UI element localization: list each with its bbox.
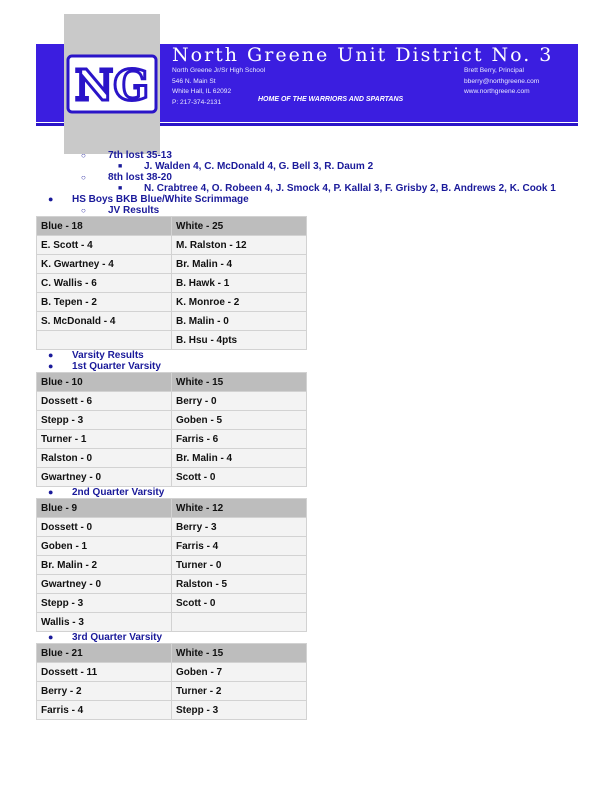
letterhead bbox=[36, 14, 578, 126]
table-row bbox=[37, 255, 307, 274]
table-cell bbox=[172, 613, 307, 632]
table-row bbox=[37, 430, 307, 449]
q3-varsity-table bbox=[36, 643, 307, 720]
blue-team-score: Blue - 21 bbox=[37, 644, 172, 663]
list-item-jv-results bbox=[36, 205, 576, 216]
table-header-row bbox=[37, 373, 307, 392]
list-item-hs-scrimmage bbox=[36, 194, 576, 205]
bullet-icon: ● bbox=[48, 487, 54, 497]
table-row bbox=[37, 537, 307, 556]
table-header-row bbox=[37, 217, 307, 236]
white-team-score: White - 12 bbox=[172, 499, 307, 518]
phone-line: P: 217-374-2131 bbox=[172, 98, 222, 106]
table-cell: Br. Malin - 4 bbox=[172, 449, 307, 468]
list-item-label: 2nd Quarter Varsity bbox=[72, 487, 165, 498]
blue-team-score: Blue - 10 bbox=[37, 373, 172, 392]
table-header-row bbox=[37, 644, 307, 663]
table-cell: Wallis - 3 bbox=[37, 613, 172, 632]
table-cell: Farris - 4 bbox=[37, 701, 172, 720]
table-cell: Farris - 6 bbox=[172, 430, 307, 449]
table-row bbox=[37, 274, 307, 293]
q2-varsity-table bbox=[36, 498, 307, 632]
table-row bbox=[37, 663, 307, 682]
table-cell: K. Gwartney - 4 bbox=[37, 255, 172, 274]
table-header-row bbox=[37, 499, 307, 518]
email-link[interactable]: bberry@northgreene.com bbox=[464, 77, 540, 85]
list-item-q1 bbox=[36, 361, 576, 372]
table-cell: K. Monroe - 2 bbox=[172, 293, 307, 312]
table-cell: Goben - 1 bbox=[37, 537, 172, 556]
table-cell: Ralston - 5 bbox=[172, 575, 307, 594]
address-line: North Greene Jr/Sr High School bbox=[172, 67, 266, 74]
white-team-score: White - 25 bbox=[172, 217, 307, 236]
table-cell bbox=[37, 331, 172, 350]
blue-team-score: Blue - 18 bbox=[37, 217, 172, 236]
table-cell: Dossett - 6 bbox=[37, 392, 172, 411]
table-cell: Dossett - 0 bbox=[37, 518, 172, 537]
table-row bbox=[37, 518, 307, 537]
table-cell: Goben - 5 bbox=[172, 411, 307, 430]
table-cell: Turner - 0 bbox=[172, 556, 307, 575]
table-row bbox=[37, 468, 307, 487]
table-cell: Br. Malin - 2 bbox=[37, 556, 172, 575]
table-row bbox=[37, 682, 307, 701]
table-cell: Berry - 3 bbox=[172, 518, 307, 537]
list-item-7th bbox=[36, 150, 576, 161]
table-cell: Turner - 2 bbox=[172, 682, 307, 701]
q1-varsity-table bbox=[36, 372, 307, 487]
table-cell: S. McDonald - 4 bbox=[37, 312, 172, 331]
list-item-7th-scorers bbox=[36, 161, 576, 172]
table-cell: Goben - 7 bbox=[172, 663, 307, 682]
school-logo-icon bbox=[66, 54, 158, 114]
square-bullet-icon: ■ bbox=[118, 163, 123, 170]
table-cell: Gwartney - 0 bbox=[37, 468, 172, 487]
table-cell: C. Wallis - 6 bbox=[37, 274, 172, 293]
table-cell: E. Scott - 4 bbox=[37, 236, 172, 255]
table-row bbox=[37, 293, 307, 312]
table-row bbox=[37, 613, 307, 632]
list-item-label: J. Walden 4, C. McDonald 4, G. Bell 3, R. Daum 2 bbox=[144, 161, 374, 172]
list-item-label: 7th lost 35-13 bbox=[108, 150, 172, 161]
table-row bbox=[37, 556, 307, 575]
website-link[interactable]: www.northgreene.com bbox=[464, 88, 530, 95]
tagline: HOME OF THE WARRIORS AND SPARTANS bbox=[258, 96, 404, 103]
bullet-icon: ● bbox=[48, 361, 54, 371]
white-team-score: White - 15 bbox=[172, 373, 307, 392]
table-row bbox=[37, 236, 307, 255]
table-cell: Turner - 1 bbox=[37, 430, 172, 449]
circle-bullet-icon: ○ bbox=[81, 151, 86, 160]
table-cell: Berry - 2 bbox=[37, 682, 172, 701]
list-item-label: JV Results bbox=[108, 205, 160, 216]
table-cell: Stepp - 3 bbox=[172, 701, 307, 720]
school-contact bbox=[464, 66, 539, 98]
table-row bbox=[37, 312, 307, 331]
list-item-label: 8th lost 38-20 bbox=[108, 172, 172, 183]
list-item-label: 1st Quarter Varsity bbox=[72, 361, 161, 372]
list-item-q3 bbox=[36, 632, 576, 643]
table-cell: Farris - 4 bbox=[172, 537, 307, 556]
table-cell: B. Tepen - 2 bbox=[37, 293, 172, 312]
list-item-label: 3rd Quarter Varsity bbox=[72, 632, 163, 643]
table-row bbox=[37, 411, 307, 430]
table-cell: Br. Malin - 4 bbox=[172, 255, 307, 274]
jv-results-table bbox=[36, 216, 307, 350]
bullet-icon: ● bbox=[48, 632, 54, 642]
principal-name: Brett Berry, Principal bbox=[464, 67, 524, 74]
table-cell: Berry - 0 bbox=[172, 392, 307, 411]
square-bullet-icon: ■ bbox=[118, 185, 123, 192]
district-title: North Greene Unit District No. 3 bbox=[172, 44, 554, 66]
table-cell: Gwartney - 0 bbox=[37, 575, 172, 594]
table-cell: B. Hawk - 1 bbox=[172, 274, 307, 293]
table-row bbox=[37, 449, 307, 468]
table-cell: Stepp - 3 bbox=[37, 411, 172, 430]
table-cell: M. Ralston - 12 bbox=[172, 236, 307, 255]
table-cell: Scott - 0 bbox=[172, 468, 307, 487]
table-cell: Stepp - 3 bbox=[37, 594, 172, 613]
table-cell: Scott - 0 bbox=[172, 594, 307, 613]
table-cell: B. Hsu - 4pts bbox=[172, 331, 307, 350]
address-line: 546 N. Main St bbox=[172, 77, 216, 85]
logo-text: NG bbox=[74, 61, 150, 110]
address-line: White Hall, IL 62092 bbox=[172, 88, 232, 95]
table-cell: Dossett - 11 bbox=[37, 663, 172, 682]
circle-bullet-icon: ○ bbox=[81, 173, 86, 182]
table-cell: Ralston - 0 bbox=[37, 449, 172, 468]
bullet-icon: ● bbox=[48, 350, 54, 360]
table-cell: B. Malin - 0 bbox=[172, 312, 307, 331]
white-team-score: White - 15 bbox=[172, 644, 307, 663]
list-item-8th-scorers bbox=[36, 183, 576, 194]
list-item-q2 bbox=[36, 487, 576, 498]
list-item-8th bbox=[36, 172, 576, 183]
school-address bbox=[172, 66, 265, 108]
list-item-label: HS Boys BKB Blue/White Scrimmage bbox=[72, 194, 249, 205]
list-item-label: Varsity Results bbox=[72, 350, 144, 361]
table-row bbox=[37, 701, 307, 720]
table-row bbox=[37, 594, 307, 613]
circle-bullet-icon: ○ bbox=[81, 206, 86, 215]
blue-team-score: Blue - 9 bbox=[37, 499, 172, 518]
list-item-label: N. Crabtree 4, O. Robeen 4, J. Smock 4, P. Kallal 3, F. Grisby 2, B. Andrews 2, K. Cook 1 bbox=[144, 183, 556, 194]
bullet-icon: ● bbox=[48, 194, 54, 204]
table-row bbox=[37, 331, 307, 350]
table-row bbox=[37, 575, 307, 594]
document-body bbox=[36, 150, 576, 720]
list-item-varsity-results bbox=[36, 350, 576, 361]
table-row bbox=[37, 392, 307, 411]
